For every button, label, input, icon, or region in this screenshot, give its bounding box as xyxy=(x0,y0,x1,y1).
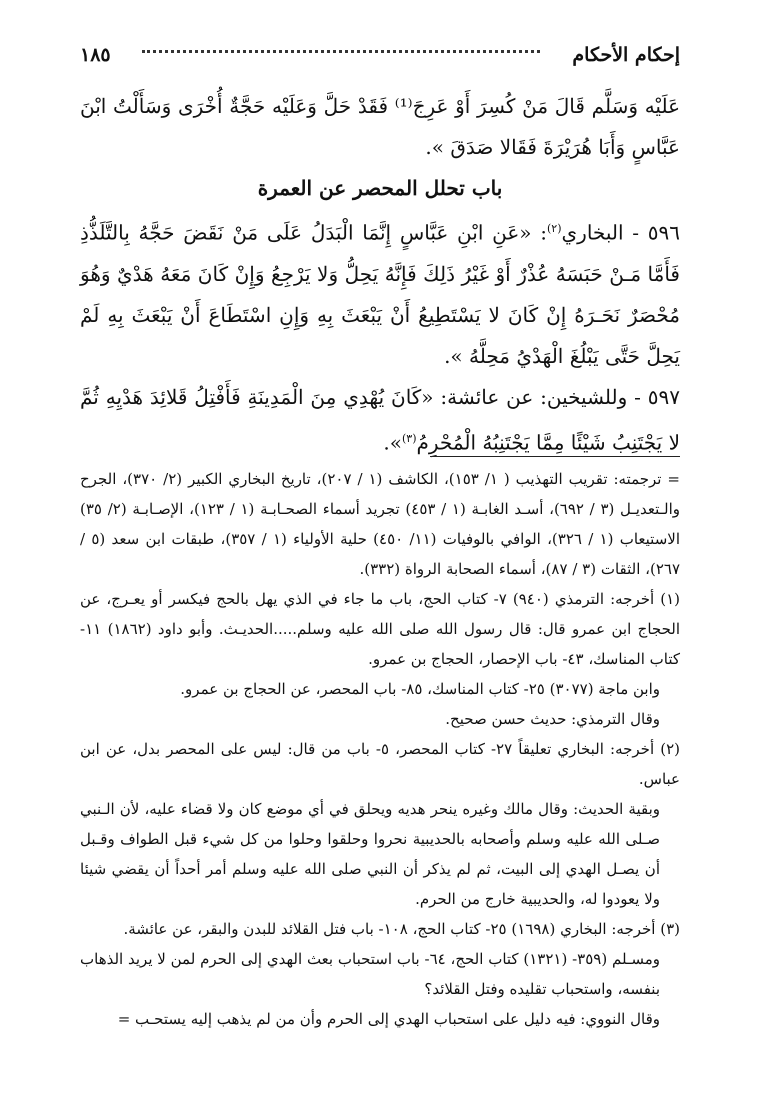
hadith-597 xyxy=(80,377,680,464)
footnote-1: (١) أخرجه: الترمذي (٩٤٠) ٧- كتاب الحج، باب ما جاء في الذي يهل بالحج فيكسر أو يعـرج، عن الحجاج ابن عمرو قال: قال رسول الله صلى الله عليه وسلم.....الحديـث. وأبو داود (١٨٦٢) ١١- كتاب المناسك، ٤٣- باب الإحصار، الحجاج بن عمرو. xyxy=(80,590,680,668)
hadith-597-text: : «كَانَ يُهْدِي مِنَ الْمَدِينَةِ فَأَفْتِلُ قَلائِدَ هَدْيِهِ ثُمَّ لا يَجْتَنِبُ شَيْئًا مِمَّا يَجْتَنِبُهُ الْمُحْرِمُ xyxy=(80,384,680,455)
footnote-separator xyxy=(430,456,680,457)
page-number: ١٨٥ xyxy=(80,44,111,66)
main-text xyxy=(80,86,680,463)
footnotes xyxy=(80,464,680,1034)
footnote-3-muslim: ومسـلم (٣٥٩- (١٣٢١) كتاب الحج، ٦٤- باب استحباب بعث الهدي إلى الحرم لمن لا يريد الذهاب بنفسه، واستحباب تقليده وفتل القلائد؟ xyxy=(80,950,660,998)
book-title: إحكام الأحكام xyxy=(572,44,680,66)
hadith-597-label: ٥٩٧ - وللشيخين: عن عائشة xyxy=(447,384,680,409)
footnote-ref-3: (٣) xyxy=(401,431,417,445)
footnote-1-tirmidhi-grade: وقال الترمذي: حديث حسن صحيح. xyxy=(445,710,660,728)
hadith-596 xyxy=(80,208,680,377)
footnote-2-remainder: وبقية الحديث: وقال مالك وغيره ينحر هديه ويحلق في أي موضع كان ولا قضاء عليه، لأن الـنبي صـلى الله عليه وسلم وأصحابه بالحديبية نحروا وحلقوا وحلوا من كل شيء قبل الطواف وقـبل أن يصـل الهدي إلى البيت، ثم لم يذكر أن النبي صلى الله عليه وسلم أمر أحداً أن يقضي شيئا ولا يعودوا له، والحديبية خارج من الحرم. xyxy=(80,800,660,908)
footnote-biography-continuation: = ترجمته: تقريب التهذيب ( ١/ ١٥٣)، الكاشف (١ / ٢٠٧)، تاريخ البخاري الكبير (٢/ ٣٧٠)، الجرح والـتعديـل (٣ / ٦٩٢)، أسـد الغابـة (١ / ٤٥٣) تجريد أسماء الصحـابـة (١ / ١٢٣)، الإصـابـة (٢/ ٣٥) الاستيعاب (١ / ٣٢٦)، الوافي بالوفيات (١١/ ٤٥٠) حلية الأولياء (١ / ٣٥٧)، طبقات ابن سعد (٥ / ٢٦٧)، الثقات (٣ / ٨٧)، أسماء الصحابة الرواة (٣٣٢). xyxy=(80,470,680,578)
footnote-1-ibn-majah: وابن ماجة (٣٠٧٧) ٢٥- كتاب المناسك، ٨٥- باب المحصر، عن الحجاج بن عمرو. xyxy=(180,680,660,698)
footnote-2: (٢) أخرجه: البخاري تعليقاً ٢٧- كتاب المحصر، ٥- باب من قال: ليس على المحصر بدل، عن ابن عباس. xyxy=(80,740,680,788)
hadith-597-end: ». xyxy=(383,430,402,455)
hadith-596-text: : «عَنِ ابْنِ عَبَّاسٍ إِنَّمَا الْبَدَلُ عَلَى مَنْ نَقَضَ حَجَّهُ بِالتَّلَذُّذِ فَأَمَّا مَـنْ حَبَسَهُ عُذْرٌ أَوْ غَيْرُ ذَلِكَ فَإِنَّهُ يَحِلُّ وَلا يَرْجِعُ وَإِنْ كَانَ مَعَهُ هَدْيٌ وَهُوَ مُحْصَرٌ نَحَـرَهُ إِنْ كَانَ لا يَسْتَطِيعُ أَنْ يَبْعَثَ بِهِ وَإِنِ اسْتَطَاعَ أَنْ يَبْعَثَ بِهِ لَمْ يَحِلَّ حَتَّى يَبْلُغَ الْهَدْيُ مَحِلَّهُ ». xyxy=(80,220,680,368)
footnote-ref-2: (٢) xyxy=(547,222,562,235)
header-dot-leader xyxy=(142,50,540,53)
hadith-596-label: ٥٩٦ - البخاري xyxy=(561,220,680,245)
footnote-3: (٣) أخرجه: البخاري (١٦٩٨) ٢٥- كتاب الحج، ١٠٨- باب فتل القلائد للبدن والبقر، عن عائشة. xyxy=(123,920,680,938)
intro-continuation: عَلَيْه وَسَلَّم قَالَ مَنْ كُسِرَ أَوْ عَرِجَ⁽¹⁾ فَقَدْ حَلَّ وَعَلَيْه حَجَّةٌ أُخْرَى وَسَأَلْتُ ابْنَ عَبَّاسٍ وَأَبَا هُرَيْرَةَ فَقَالا صَدَقَ ». xyxy=(80,94,681,159)
chapter-title: باب تحلل المحصر عن العمرة xyxy=(257,176,503,200)
footnote-3-nawawi: وقال النووي: فيه دليل على استحباب الهدي إلى الحرم وأن من لم يذهب إليه يستحـب = xyxy=(117,1010,660,1028)
running-header xyxy=(80,40,680,76)
